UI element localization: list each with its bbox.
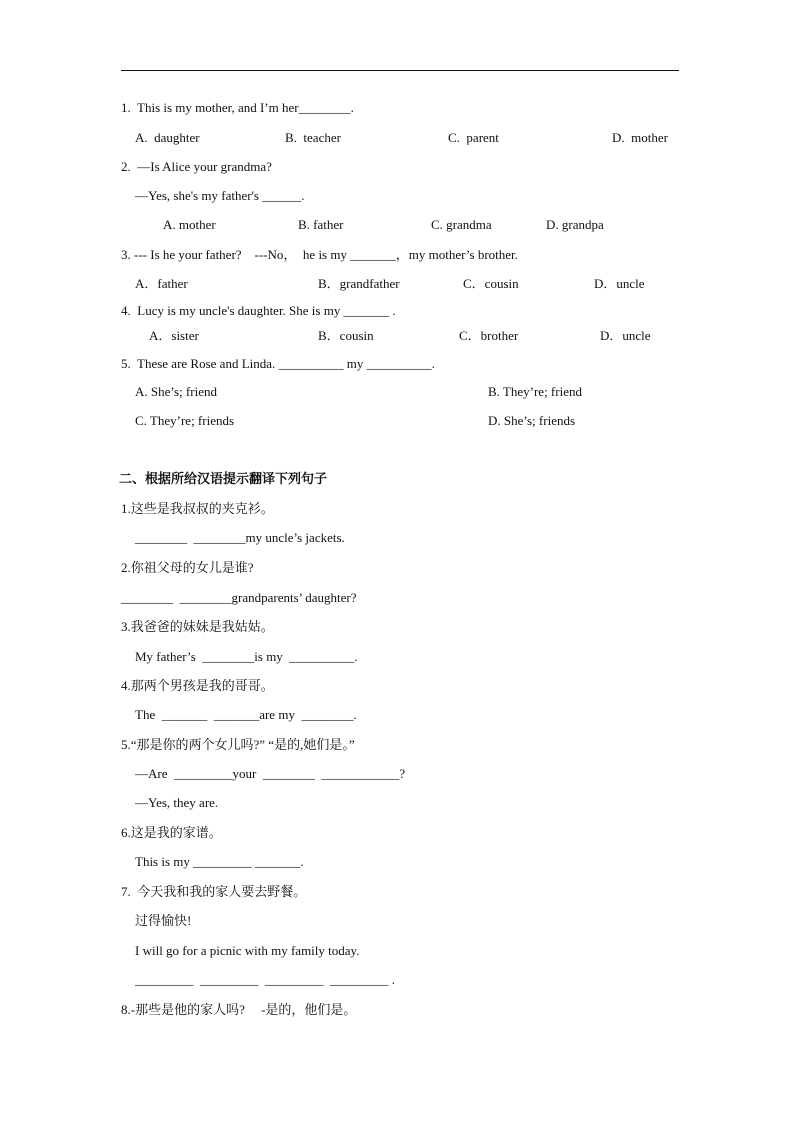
option-b: B．grandfather [318,276,400,291]
prompt-8: 8.-那些是他的家人吗? -是的，他们是。 [121,1002,357,1017]
option-d: D. mother [612,130,668,145]
answer-line-1: ________ ________my uncle’s jackets. [135,530,345,545]
option-a: A. mother [163,217,216,232]
option-c: C．cousin [463,276,519,291]
header-rule [121,70,679,71]
option-b: B. They’re; friend [488,384,582,399]
prompt-7-english: I will go for a picnic with my family today. [135,943,360,958]
option-c: C. grandma [431,217,492,232]
option-b: B．cousin [318,328,374,343]
option-d: D. She’s; friends [488,413,576,428]
prompt-5: 5.“那是你的两个女儿吗?” “是的,她们是。” [121,737,355,752]
answer-line-3: My father’s ________is my __________. [135,649,358,664]
prompt-1: 1.这些是我叔叔的夹克衫。 [121,501,274,516]
section-heading: 二、根据所给汉语提示翻译下列句子 [119,472,328,487]
answer-line-5b: —Yes, they are. [135,795,219,810]
option-a: A．sister [149,328,199,343]
answer-line-7: _________ _________ _________ _________ . [135,972,395,987]
option-a: A. daughter [135,130,200,145]
option-c: C．brother [459,328,519,343]
prompt-7b: 过得愉快! [135,913,192,928]
question-stem: 2. —Is Alice your grandma? [121,159,272,174]
question-stem: 4. Lucy is my uncle's daughter. She is my _______ . [121,303,396,318]
option-d: D．uncle [600,328,651,343]
option-a: A．father [135,276,188,291]
prompt-3: 3.我爸爸的妹妹是我姑姑。 [121,619,274,634]
question-response: —Yes, she's my father's ______. [135,188,305,203]
option-d: D．uncle [594,276,645,291]
option-c: C. parent [448,130,499,145]
option-c: C. They’re; friends [135,413,235,428]
option-b: B. father [298,217,344,232]
question-stem: 3. --- Is he your father? ---No， he is my _______，my mother’s brother. [121,247,518,262]
answer-line-5: —Are _________your ________ ____________? [135,766,406,781]
answer-line-6: This is my _________ _______. [135,854,304,869]
option-b: B. teacher [285,130,341,145]
question-stem: 5. These are Rose and Linda. __________ my __________. [121,356,435,371]
prompt-7: 7. 今天我和我的家人要去野餐。 [121,884,307,899]
question-stem: 1. This is my mother, and I’m her________. [121,100,354,115]
answer-line-4: The _______ _______are my ________. [135,707,357,722]
option-d: D. grandpa [546,217,604,232]
prompt-6: 6.这是我的家谱。 [121,825,222,840]
answer-line-2: ________ ________grandparents’ daughter? [121,590,357,605]
prompt-4: 4.那两个男孩是我的哥哥。 [121,678,274,693]
prompt-2: 2.你祖父母的女儿是谁? [121,560,254,575]
option-a: A. She’s; friend [135,384,217,399]
